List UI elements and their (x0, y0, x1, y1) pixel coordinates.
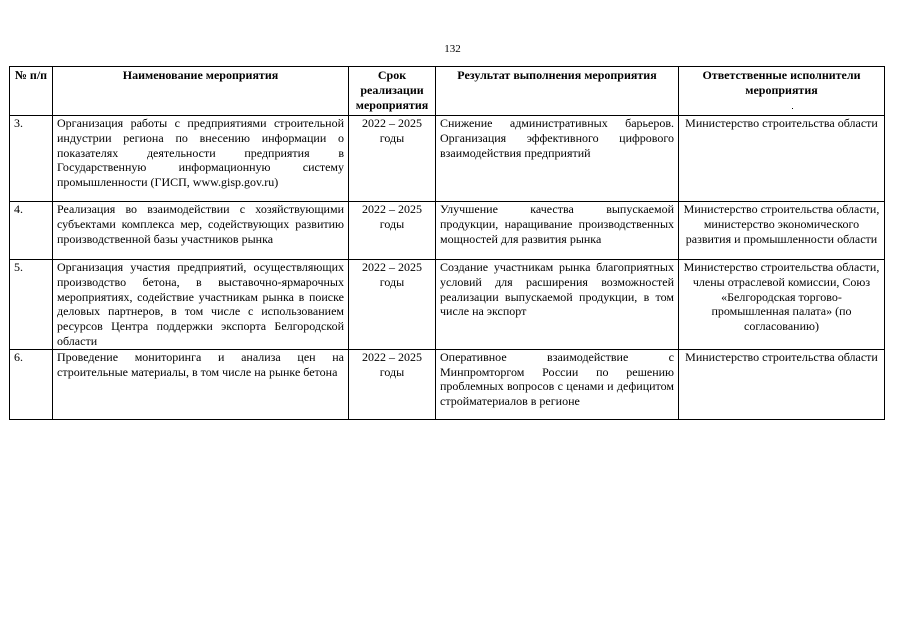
measure-term: 2022 – 2025 годы (349, 260, 436, 350)
header-num: № п/п (10, 67, 53, 116)
header-result: Результат выполнения мероприятия (436, 67, 679, 116)
table-row (10, 116, 885, 202)
measure-name: Проведение мониторинга и анализа цен на строительные материалы, в том числе на рынке бетона (53, 349, 349, 419)
measure-result: Улучшение качества выпускаемой продукции, наращивание производственных мощностей для развития рынка (436, 202, 679, 260)
page-number: 132 (444, 43, 461, 55)
measure-result: Оперативное взаимодействие с Минпромторгом России по решению проблемных вопросов с ценами и дефицитом стройматериалов в регионе (436, 349, 679, 419)
measure-term: 2022 – 2025 годы (349, 116, 436, 202)
measure-responsible: Министерство строительства области, министерство экономического развития и промышленности области (679, 202, 885, 260)
row-number: 3. (10, 116, 53, 202)
row-number: 6. (10, 349, 53, 419)
row-number: 5. (10, 260, 53, 350)
measure-responsible: Министерство строительства области, члены отраслевой комиссии, Союз «Белгородская торгово-промышленная палата» (по согласованию) (679, 260, 885, 350)
header-term: Срок реализации мероприятия (349, 67, 436, 116)
measure-responsible: Министерство строительства области (679, 116, 885, 202)
table-header-row (10, 67, 885, 116)
measure-result: Создание участникам рынка благоприятных условий для расширения возможностей реализации выпускаемой продукции, в том числе на экспорт (436, 260, 679, 350)
measure-name: Организация работы с предприятиями строительной индустрии региона по внесению информации о показателях деятельности предприятия в Государственную информационную систему промышленности (ГИСП, www.gisp.gov.ru) (53, 116, 349, 202)
table-row (10, 260, 885, 350)
row-number: 4. (10, 202, 53, 260)
table-row (10, 349, 885, 419)
header-name: Наименование мероприятия (53, 67, 349, 116)
measures-table (9, 66, 885, 420)
measure-term: 2022 – 2025 годы (349, 202, 436, 260)
measure-result: Снижение административных барьеров. Организация эффективного цифрового взаимодействия предприятий (436, 116, 679, 202)
header-responsible: Ответственные исполнители мероприятия (679, 67, 885, 116)
scan-speck (792, 108, 793, 109)
measure-responsible: Министерство строительства области (679, 349, 885, 419)
measure-name: Организация участия предприятий, осуществляющих производство бетона, в выставочно-ярмарочных мероприятиях, содействие участникам рынка в поиске деловых партнеров, в том числе с использованием ресурсов Центра поддержки экспорта Белгородской области (53, 260, 349, 350)
measure-name: Реализация во взаимодействии с хозяйствующими субъектами комплекса мер, содействующих развитию производственной базы участников рынка (53, 202, 349, 260)
measure-term: 2022 – 2025 годы (349, 349, 436, 419)
table-row (10, 202, 885, 260)
